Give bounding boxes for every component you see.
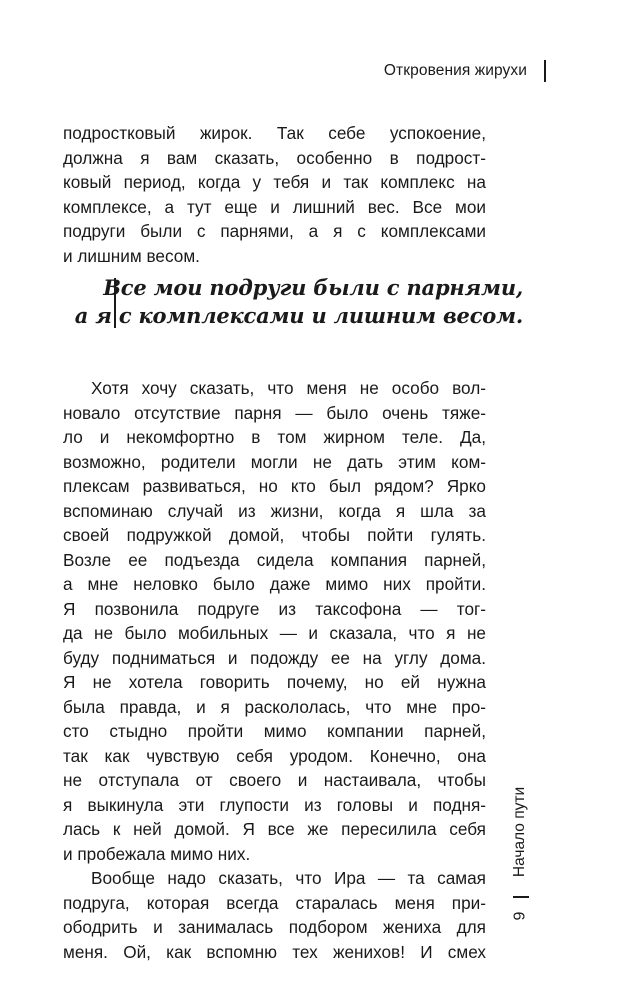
page-number-divider <box>513 896 529 898</box>
text-line: и пробежала мимо них. <box>63 843 251 864</box>
text-line: новало отсутствие парня — было очень тяже- <box>63 402 486 423</box>
pull-quote-line: Все мои подруги были с парнями, <box>103 275 523 300</box>
text-line: Вообще надо сказать, что Ира — та самая <box>91 868 486 888</box>
paragraph-1 <box>63 121 486 268</box>
text-line: возможно, родители могли не дать этим ком- <box>63 451 486 472</box>
body-text <box>63 376 486 964</box>
text-line: буду подниматься и подожду ее на углу дома. <box>63 647 486 668</box>
text-line: комплексе, а тут еще и лишний вес. Все мои <box>63 196 486 217</box>
text-line: да не было мобильных — и сказала, что я не <box>63 623 486 643</box>
text-line: подруги были с парнями, а я с комплексами <box>63 221 486 241</box>
pull-quote <box>75 274 523 330</box>
text-line: а мне неловко было даже мимо них пройти. <box>63 574 486 594</box>
page-number-text: 9 <box>511 911 528 921</box>
text-line: меня. Ой, как вспомню тех женихов! И смех <box>63 941 486 962</box>
text-line: Я позвонила подруге из таксофона — тог- <box>63 598 486 619</box>
running-head-divider <box>544 60 546 82</box>
text-line: подростковый жирок. Так себе успокоение, <box>63 123 486 143</box>
text-line: так как чувствую себя уродом. Конечно, она <box>63 745 486 766</box>
text-line: Хотя хочу сказать, что меня не особо вол- <box>91 378 486 398</box>
text-line: своей подружкой домой, чтобы пойти гулять. <box>63 525 486 545</box>
text-line: была правда, и я раскололась, что мне про- <box>63 696 486 717</box>
text-line: лась к ней домой. Я все же пересилила себя <box>63 819 486 839</box>
section-label-text: Начало пути <box>511 786 528 878</box>
text-line: Я не хотела говорить почему, но ей нужна <box>63 672 486 692</box>
section-label <box>507 777 533 887</box>
running-head: Откровения жирухи <box>383 62 527 79</box>
text-line: сто стыдно пройти мимо компании парней, <box>63 721 486 741</box>
text-line: ковый период, когда у тебя и так комплекс на <box>63 172 486 192</box>
text-line: и лишним весом. <box>63 245 200 266</box>
text-line: Возле ее подъезда сидела компания парней, <box>63 549 486 570</box>
text-line: должна я вам сказать, особенно в подрост- <box>63 147 486 168</box>
text-line: ло и некомфортно в том жирном теле. Да, <box>63 427 486 447</box>
text-line: плексам развиваться, но кто был рядом? Ярко <box>63 476 486 496</box>
text-line: вспоминаю случай из жизни, когда я шла за <box>63 500 486 521</box>
pull-quote-line: а я с комплексами и лишним весом. <box>74 303 523 328</box>
page-number <box>507 905 533 927</box>
text-line: не отступала от своего и настаивала, чтобы <box>63 770 486 790</box>
text-line: подруга, которая всегда старалась меня при- <box>63 892 486 913</box>
text-line: я выкинула эти глупости из головы и подня- <box>63 794 486 815</box>
text-line: ободрить и занималась подбором жениха для <box>63 917 486 937</box>
